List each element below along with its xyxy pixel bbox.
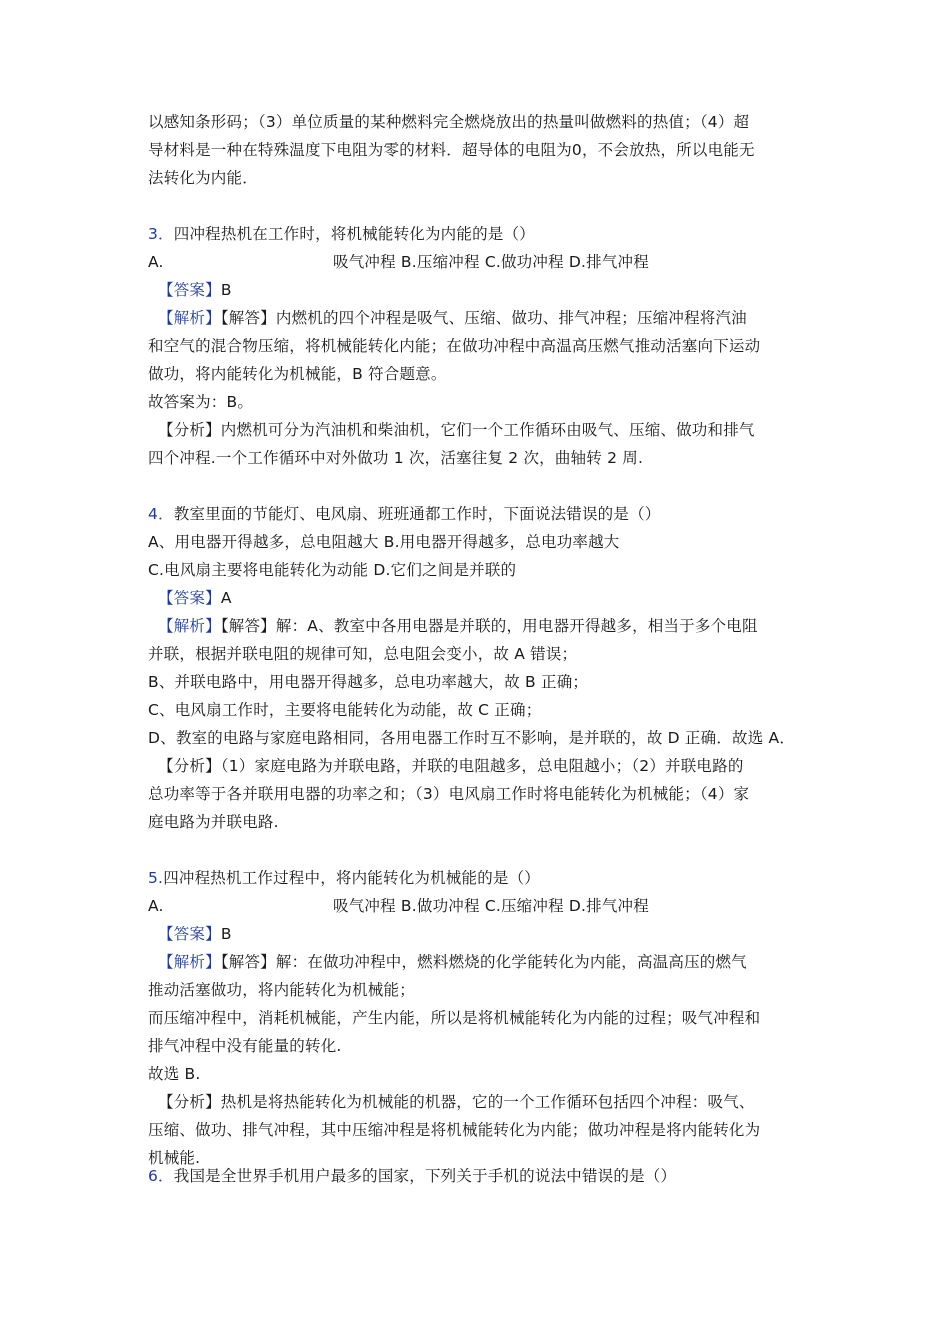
question-number: 3．	[148, 225, 174, 243]
options-text: 吸气冲程 B.压缩冲程 C.做功冲程 D.排气冲程	[333, 253, 649, 271]
option-a-label: A.	[148, 897, 164, 915]
note-line: 压缩、做功、排气冲程，其中压缩冲程是将机械能转化为内能；做功冲程是将内能转化为	[148, 1121, 761, 1139]
analysis-tag: 【解析】	[158, 309, 221, 327]
question-4-answer	[158, 587, 232, 609]
question-number: 4．	[148, 505, 174, 523]
question-5-analysis	[158, 951, 747, 973]
analysis-line: 而压缩冲程中，消耗机械能，产生内能，所以是将机械能转化为内能的过程；吸气冲程和	[148, 1009, 761, 1027]
prev-answer-line: 以感知条形码；（3）单位质量的某种燃料完全燃烧放出的热量叫做燃料的热值；（4）超	[148, 113, 750, 131]
note-line: 庭电路为并联电路.	[148, 813, 279, 831]
note-line: 【分析】（1）家庭电路为并联电路，并联的电阻越多，总电阻越小；（2）并联电路的	[158, 757, 744, 775]
note-line: 总功率等于各并联用电器的功率之和；（3）电风扇工作时将电能转化为机械能；（4）家	[148, 785, 750, 803]
question-5-answer	[158, 923, 232, 945]
question-number: 6．	[148, 1167, 174, 1185]
analysis-text: 【解答】内燃机的四个冲程是吸气、压缩、做功、排气冲程；压缩冲程将汽油	[220, 309, 747, 327]
analysis-line: 推动活塞做功，将内能转化为机械能；	[148, 981, 415, 999]
analysis-line: D、教室的电路与家庭电路相同，各用电器工作时互不影响，是并联的，故 D 正确．故选 A．	[148, 729, 796, 747]
question-4-stem	[148, 503, 660, 525]
question-5-options	[148, 895, 848, 917]
options-text: 吸气冲程 B.做功冲程 C.压缩冲程 D.排气冲程	[333, 897, 649, 915]
question-text: 教室里面的节能灯、电风扇、班班通都工作时，下面说法错误的是（）	[173, 505, 661, 523]
prev-answer-line: 法转化为内能．	[148, 169, 258, 187]
analysis-tag: 【解析】	[158, 953, 221, 971]
question-3-answer	[158, 279, 232, 301]
question-6-stem	[148, 1165, 676, 1187]
analysis-line: B、并联电路中，用电器开得越多，总电功率越大，故 B 正确；	[148, 673, 589, 691]
analysis-line: C、电风扇工作时，主要将电能转化为动能，故 C 正确；	[148, 701, 542, 719]
question-number: 5.	[148, 869, 164, 887]
question-text: 四冲程热机在工作时，将机械能转化为内能的是（）	[173, 225, 535, 243]
analysis-text: 【解答】解：A、教室中各用电器是并联的，用电器开得越多，相当于多个电阻	[220, 617, 758, 635]
note-line: 【分析】热机是将热能转化为机械能的机器，它的一个工作循环包括四个冲程：吸气、	[158, 1093, 755, 1111]
question-4-options-line: C.电风扇主要将电能转化为动能 D.它们之间是并联的	[148, 561, 517, 579]
analysis-line: 故选 B.	[148, 1065, 201, 1083]
answer-tag: 【答案】	[158, 589, 221, 607]
answer-value: B	[220, 925, 232, 943]
analysis-line: 做功，将内能转化为机械能，B 符合题意。	[148, 365, 447, 383]
option-a-label: A.	[148, 253, 164, 271]
question-3-options	[148, 251, 848, 273]
prev-answer-line: 导材料是一种在特殊温度下电阻为零的材料．超导体的电阻为0，不会放热，所以电能无	[148, 141, 755, 159]
analysis-line: 并联，根据并联电阻的规律可知，总电阻会变小，故 A 错误；	[148, 645, 578, 663]
analysis-line: 和空气的混合物压缩，将机械能转化内能；在做功冲程中高温高压燃气推动活塞向下运动	[148, 337, 761, 355]
analysis-line: 故答案为：B。	[148, 393, 254, 411]
question-5-stem	[148, 867, 540, 889]
note-line: 【分析】内燃机可分为汽油机和柴油机，它们一个工作循环由吸气、压缩、做功和排气	[158, 421, 755, 439]
question-3-analysis	[158, 307, 747, 329]
question-4-options-line: A、用电器开得越多，总电阻越大 B.用电器开得越多，总电功率越大	[148, 533, 620, 551]
question-4-analysis	[158, 615, 758, 637]
answer-value: A	[220, 589, 232, 607]
note-line: 机械能.	[148, 1149, 201, 1167]
answer-tag: 【答案】	[158, 925, 221, 943]
question-3-stem	[148, 223, 535, 245]
question-text: 四冲程热机工作过程中，将内能转化为机械能的是（）	[163, 869, 541, 887]
answer-tag: 【答案】	[158, 281, 221, 299]
answer-value: B	[220, 281, 232, 299]
analysis-tag: 【解析】	[158, 617, 221, 635]
note-line: 四个冲程.一个工作循环中对外做功 1 次，活塞往复 2 次，曲轴转 2 周.	[148, 449, 644, 467]
analysis-text: 【解答】解：在做功冲程中，燃料燃烧的化学能转化为内能，高温高压的燃气	[220, 953, 747, 971]
question-text: 我国是全世界手机用户最多的国家，下列关于手机的说法中错误的是（）	[173, 1167, 677, 1185]
analysis-line: 排气冲程中没有能量的转化.	[148, 1037, 342, 1055]
